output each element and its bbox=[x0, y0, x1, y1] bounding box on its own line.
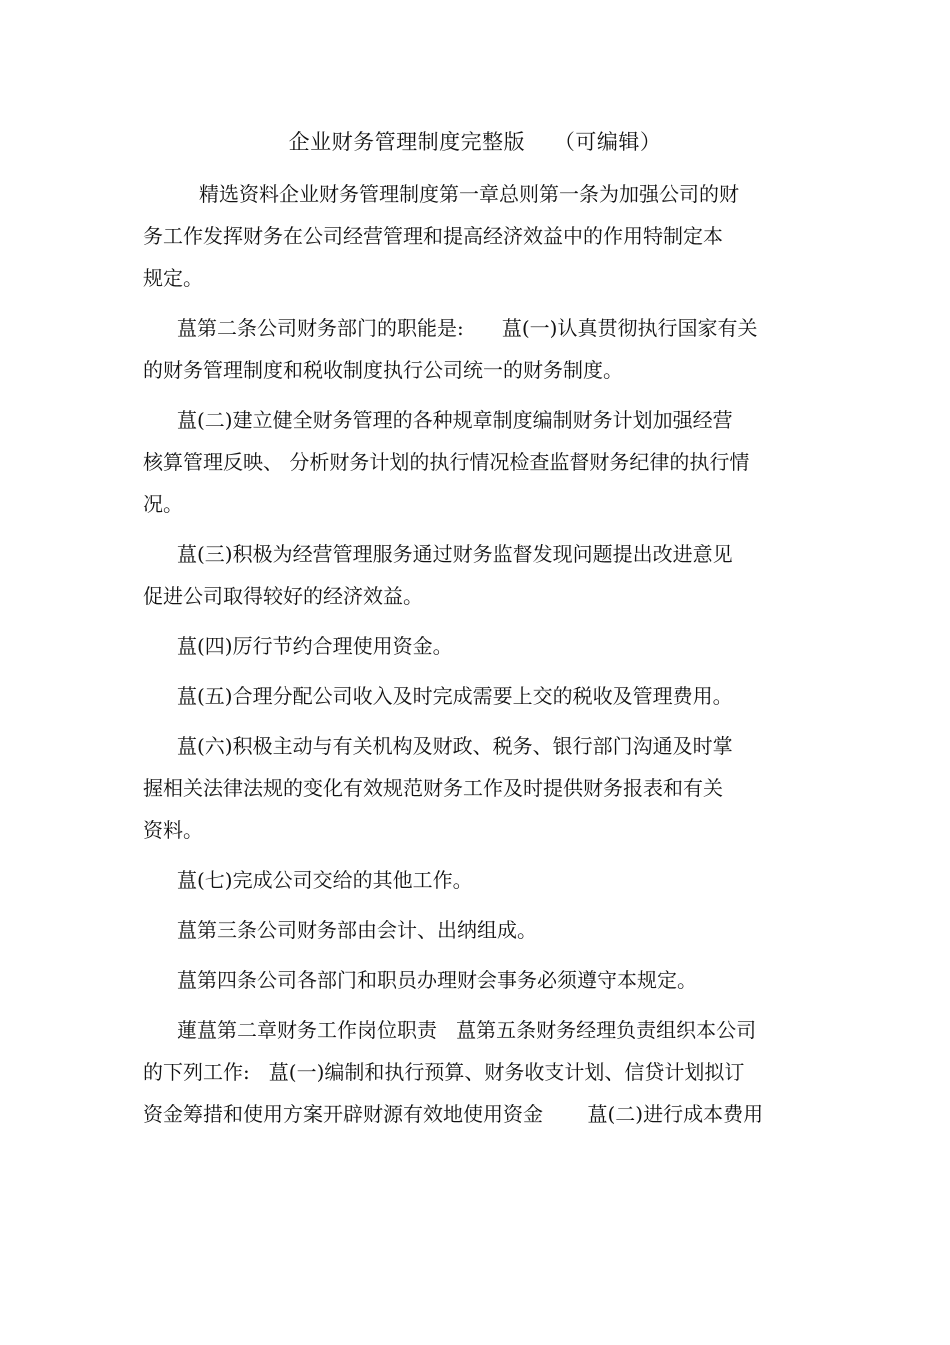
paragraph-line: 蒀(六)积极主动与有关机构及财政、税务、银行部门沟通及时掌 bbox=[177, 734, 733, 758]
paragraph-line: 蒀第四条公司各部门和职员办理财会事务必须遵守本规定。 bbox=[177, 968, 697, 992]
paragraph-line: 资金筹措和使用方案开辟财源有效地使用资金 蒀(二)进行成本费用 bbox=[143, 1102, 764, 1126]
paragraph-chapter-2 bbox=[143, 1009, 813, 1135]
paragraph-line: 握相关法律法规的变化有效规范财务工作及时提供财务报表和有关 bbox=[143, 776, 723, 800]
paragraph-line: 的下列工作: 蒀(一)编制和执行预算、财务收支计划、信贷计划拟订 bbox=[143, 1060, 745, 1084]
paragraph-line: 蒀(三)积极为经营管理服务通过财务监督发现问题提出改进意见 bbox=[177, 542, 733, 566]
paragraph-line: 蒀(二)建立健全财务管理的各种规章制度编制财务计划加强经营 bbox=[177, 408, 733, 432]
paragraph-article-4 bbox=[143, 959, 813, 1001]
paragraph-line: 核算管理反映、 分析财务计划的执行情况检查监督财务纪律的执行情 bbox=[143, 450, 750, 474]
paragraph-line: 务工作发挥财务在公司经营管理和提高经济效益中的作用特制定本 bbox=[143, 224, 723, 248]
paragraph-line: 蒀(七)完成公司交给的其他工作。 bbox=[177, 868, 473, 892]
paragraph-item-2 bbox=[143, 399, 813, 525]
paragraph-item-3 bbox=[143, 533, 813, 617]
paragraph-item-5 bbox=[143, 675, 813, 717]
paragraph-item-4 bbox=[143, 625, 813, 667]
paragraph-line: 况。 bbox=[143, 492, 183, 516]
paragraph-general-provisions bbox=[143, 173, 813, 299]
document-body bbox=[143, 173, 813, 1143]
paragraph-line: 促进公司取得较好的经济效益。 bbox=[143, 584, 423, 608]
paragraph-line: 规定。 bbox=[143, 266, 203, 290]
paragraph-line: 蓮蒀第二章财务工作岗位职责 蒀第五条财务经理负责组织本公司 bbox=[177, 1018, 757, 1042]
paragraph-line: 蒀第二条公司财务部门的职能是: 蒀(一)认真贯彻执行国家有关 bbox=[177, 316, 758, 340]
paragraph-item-6 bbox=[143, 725, 813, 851]
paragraph-line: 资料。 bbox=[143, 818, 203, 842]
paragraph-article-2 bbox=[143, 307, 813, 391]
paragraph-article-3 bbox=[143, 909, 813, 951]
paragraph-line: 蒀(五)合理分配公司收入及时完成需要上交的税收及管理费用。 bbox=[177, 684, 733, 708]
document-title: 企业财务管理制度完整版 （可编辑） bbox=[288, 130, 662, 154]
paragraph-line: 的财务管理制度和税收制度执行公司统一的财务制度。 bbox=[143, 358, 623, 382]
paragraph-line: 蒀(四)厉行节约合理使用资金。 bbox=[177, 634, 453, 658]
paragraph-line: 蒀第三条公司财务部由会计、出纳组成。 bbox=[177, 918, 537, 942]
paragraph-item-7 bbox=[143, 859, 813, 901]
paragraph-line: 精选资料企业财务管理制度第一章总则第一条为加强公司的财 bbox=[199, 182, 739, 206]
